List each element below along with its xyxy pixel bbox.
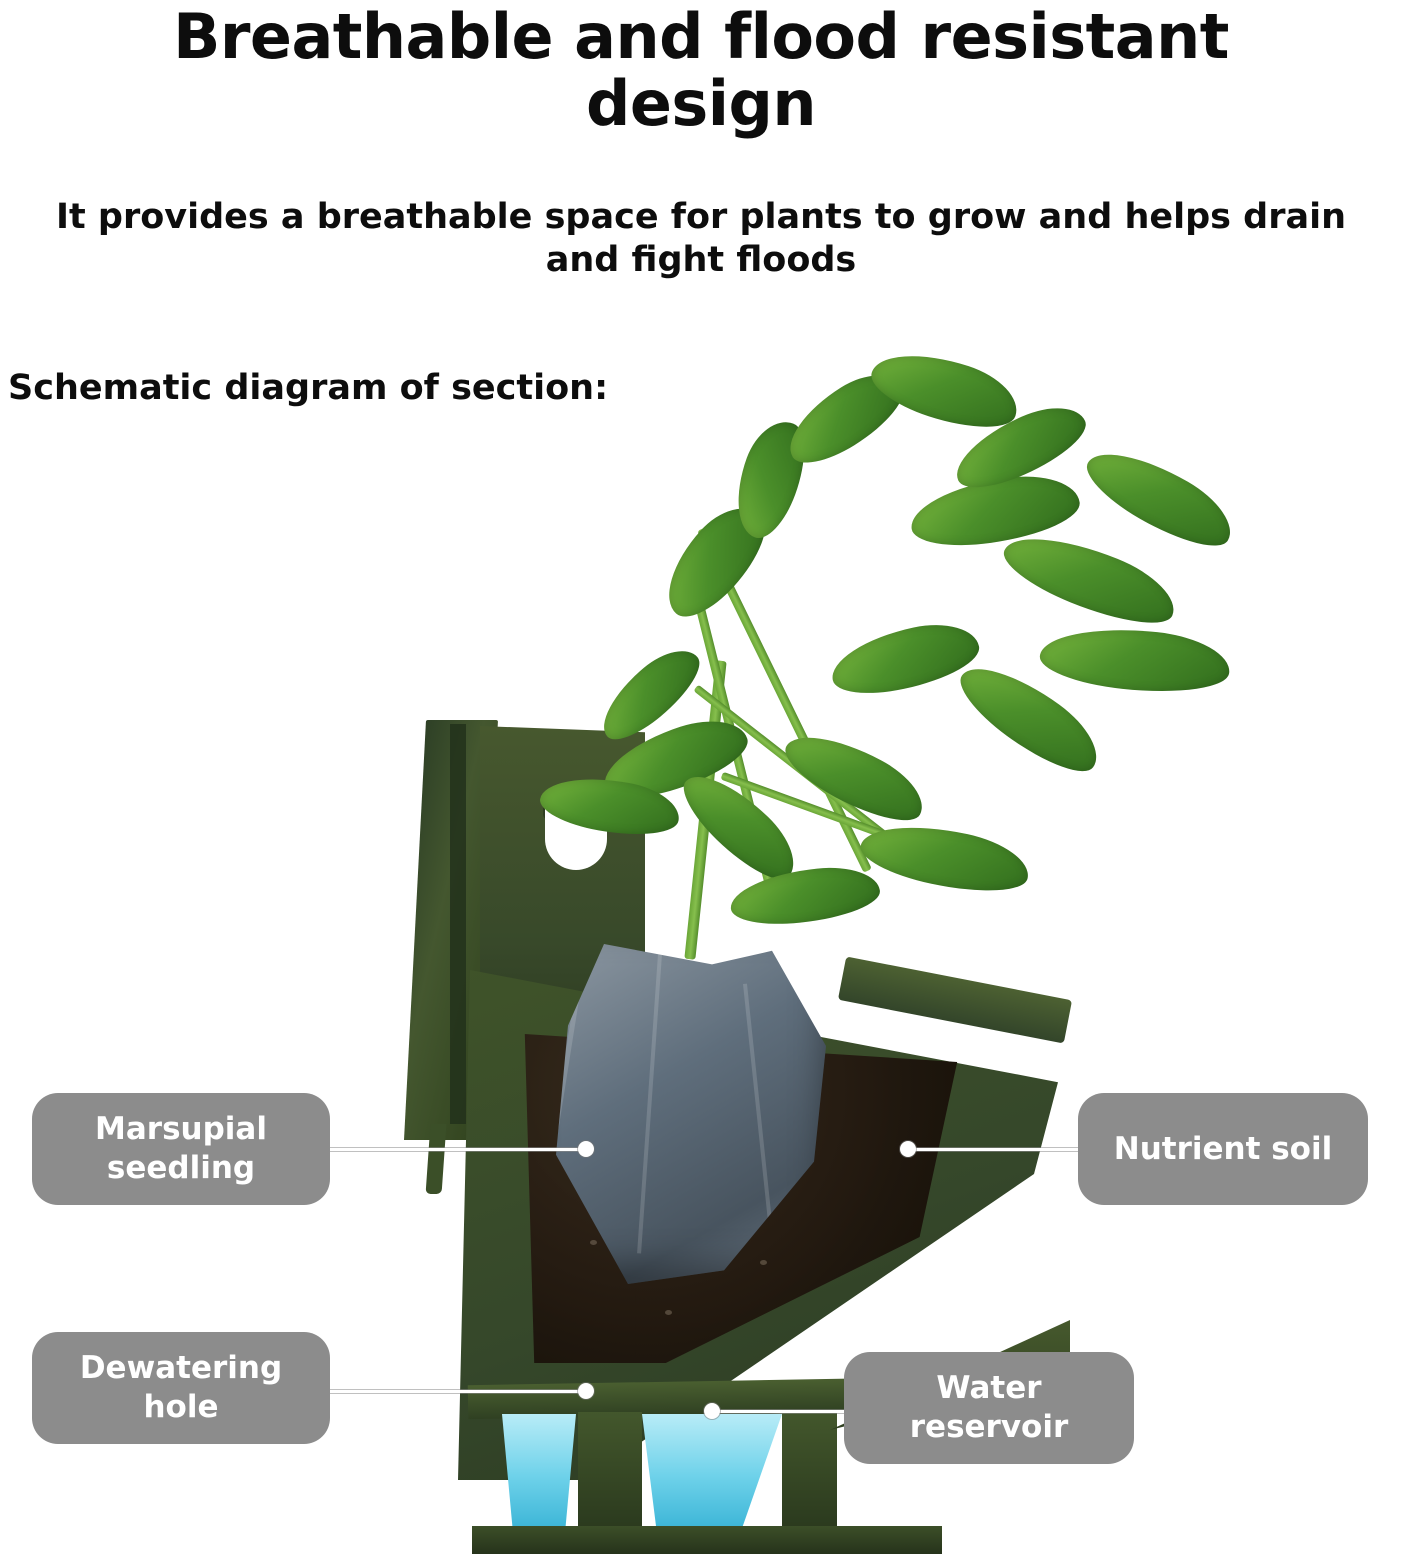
soil-speck [665,1310,672,1315]
plant-leaf [996,518,1185,639]
planter-back-wall-groove [450,724,466,1124]
page-subtitle: It provides a breathable space for plants to grow and helps drain and fight floods [55,197,1347,280]
plant-leaf [1037,620,1232,700]
leader-dot-dewatering [578,1383,594,1399]
water-reservoir-left [502,1414,576,1526]
leader-dot-marsupial [578,1141,594,1157]
callout-marsupial-seedling: Marsupial seedling [32,1093,330,1205]
reservoir-divider-rib [578,1412,642,1528]
leader-line-dewatering [330,1390,585,1393]
section-diagram-label: Schematic diagram of section: [8,368,609,408]
leader-line-marsupial [330,1148,585,1151]
soil-speck [760,1260,767,1265]
water-reservoir-right [642,1414,782,1526]
leader-line-nutrient [908,1148,1080,1151]
planter-back-tab [426,1124,447,1194]
planter-base-plate [472,1526,942,1554]
plant-leaf [728,862,883,929]
callout-water-reservoir: Water reservoir [844,1352,1134,1464]
leader-dot-water [704,1403,720,1419]
leader-line-water [712,1410,846,1413]
plant-leaf [826,615,985,703]
plant-leaf [856,813,1034,903]
page-title: Breathable and flood resistant design [173,0,1229,140]
callout-nutrient-soil: Nutrient soil [1078,1093,1368,1205]
plant-graphic [480,330,1300,1050]
schematic-illustration [0,330,1402,1500]
callout-dewatering-hole: Dewatering hole [32,1332,330,1444]
leader-dot-nutrient [900,1141,916,1157]
reservoir-side-rib [782,1412,837,1528]
soil-speck [590,1240,597,1245]
plant-leaf [1077,434,1244,562]
